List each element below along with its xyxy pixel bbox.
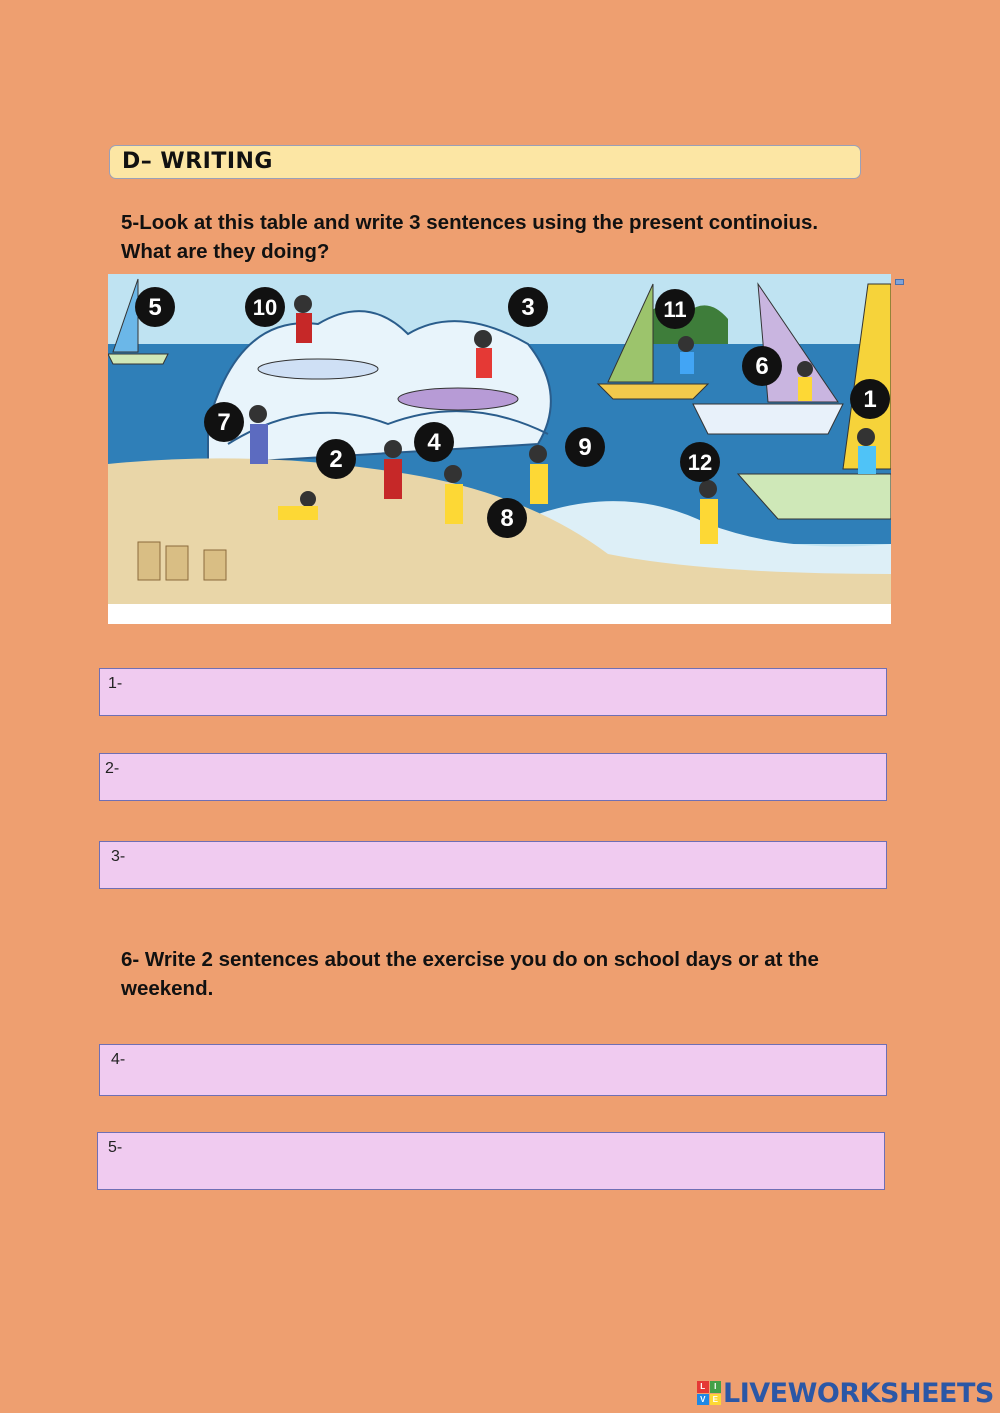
- resize-handle: [895, 279, 904, 285]
- answer-input-1[interactable]: [130, 673, 880, 711]
- marker-2: 2: [329, 446, 343, 473]
- liveworksheets-logo-icon: [697, 1381, 721, 1405]
- marker-1: 1: [863, 386, 877, 413]
- marker-12: 12: [687, 450, 713, 475]
- beach-illustration: [108, 274, 891, 624]
- marker-4: 4: [427, 429, 441, 456]
- task5-instruction-line2: What are they doing?: [121, 240, 330, 263]
- answer-number-5: 5-: [108, 1139, 123, 1156]
- marker-10: 10: [252, 295, 278, 320]
- answer-number-4: 4-: [111, 1051, 126, 1068]
- marker-5: 5: [148, 294, 162, 321]
- answer-number-2: 2-: [105, 760, 120, 777]
- marker-6: 6: [755, 353, 769, 380]
- beach-picture: [108, 274, 891, 624]
- logo-letter: V: [697, 1394, 709, 1406]
- answer-box-3[interactable]: [99, 841, 887, 889]
- answer-input-4[interactable]: [130, 1049, 880, 1091]
- logo-letter: I: [710, 1381, 722, 1393]
- task6-instruction-line1: 6- Write 2 sentences about the exercise you do on school days or at the: [121, 948, 819, 971]
- section-title: D– WRITING: [122, 149, 273, 174]
- task6-instruction: [121, 945, 901, 1003]
- answer-box-4[interactable]: [99, 1044, 887, 1096]
- answer-input-2[interactable]: [130, 758, 880, 796]
- answer-input-5[interactable]: [128, 1137, 878, 1185]
- marker-3: 3: [521, 294, 535, 321]
- task5-instruction-line1: 5-Look at this table and write 3 sentences using the present continoius.: [121, 211, 819, 234]
- section-header: [109, 145, 861, 179]
- answer-input-3[interactable]: [130, 846, 880, 884]
- answer-box-5[interactable]: [97, 1132, 885, 1190]
- logo-letter: E: [710, 1394, 722, 1406]
- brand-name: LIVEWORKSHEETS: [723, 1377, 994, 1409]
- logo-letter: L: [697, 1381, 709, 1393]
- marker-11: 11: [663, 297, 687, 322]
- task5-instruction: [121, 208, 901, 266]
- marker-8: 8: [500, 505, 514, 532]
- answer-box-2[interactable]: [99, 753, 887, 801]
- answer-box-1[interactable]: [99, 668, 887, 716]
- task6-instruction-line2: weekend.: [121, 977, 214, 1000]
- marker-9: 9: [578, 434, 592, 461]
- marker-7: 7: [217, 409, 231, 436]
- answer-number-1: 1-: [108, 675, 123, 692]
- answer-number-3: 3-: [111, 848, 126, 865]
- liveworksheets-brand: [697, 1376, 994, 1410]
